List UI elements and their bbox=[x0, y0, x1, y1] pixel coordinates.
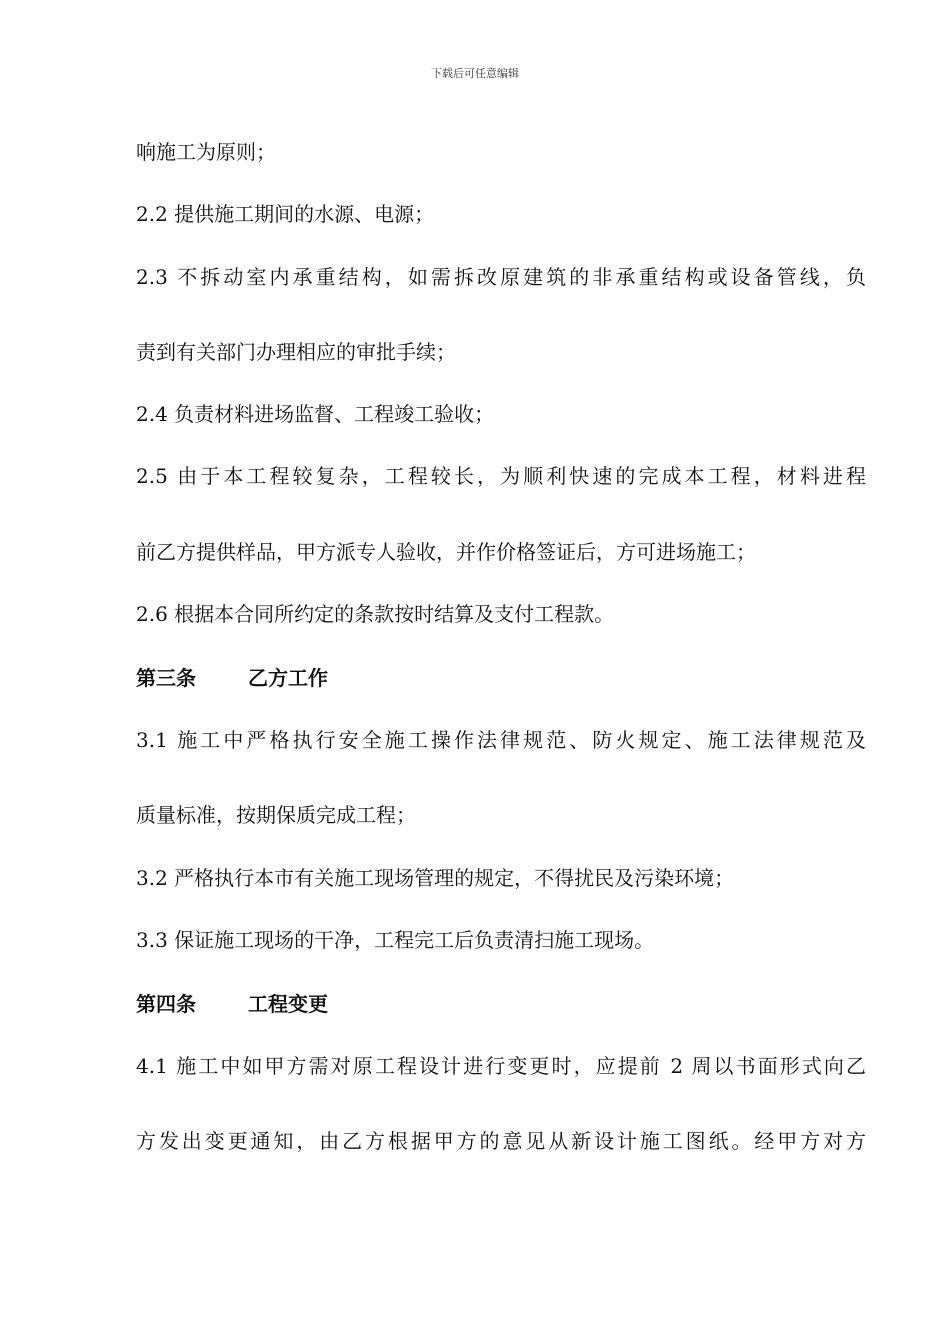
clause-2-6: 2.6 根据本合同所约定的条款按时结算及支付工程款。 bbox=[136, 602, 615, 626]
section-number: 第四条 bbox=[136, 992, 196, 1016]
section-number: 第三条 bbox=[136, 666, 196, 690]
clause-2-5-line-2: 前乙方提供样品，甲方派专人验收，并作价格签证后，方可进场施工； bbox=[136, 540, 756, 564]
clause-2-2: 2.2 提供施工期间的水源、电源； bbox=[136, 202, 435, 226]
paragraph-line: 响施工为原则； bbox=[136, 140, 276, 164]
section-title: 乙方工作 bbox=[248, 666, 328, 690]
section-heading-4 bbox=[136, 991, 328, 1017]
clause-3-1-line-2: 质量标准，按期保质完成工程； bbox=[136, 803, 416, 827]
clause-3-3: 3.3 保证施工现场的干净，工程完工后负责清扫施工现场。 bbox=[136, 928, 655, 952]
clause-4-1-line-2: 方发出变更通知，由乙方根据甲方的意见从新设计施工图纸。经甲方对方 bbox=[136, 1129, 866, 1153]
clause-2-3-line-1: 2.3 不拆动室内承重结构，如需拆改原建筑的非承重结构或设备管线，负 bbox=[136, 265, 866, 289]
section-title: 工程变更 bbox=[248, 992, 328, 1016]
section-heading-3 bbox=[136, 665, 328, 691]
clause-2-3-line-2: 责到有关部门办理相应的审批手续； bbox=[136, 340, 456, 364]
clause-4-1-line-1: 4.1 施工中如甲方需对原工程设计进行变更时，应提前 2 周以书面形式向乙 bbox=[136, 1054, 866, 1078]
clause-3-2: 3.2 严格执行本市有关施工现场管理的规定，不得扰民及污染环境； bbox=[136, 866, 735, 890]
clause-2-5-line-1: 2.5 由于本工程较复杂，工程较长，为顺利快速的完成本工程，材料进程 bbox=[136, 464, 866, 488]
page-header: 下载后可任意编辑 bbox=[431, 67, 519, 80]
clause-2-4: 2.4 负责材料进场监督、工程竣工验收； bbox=[136, 402, 495, 426]
clause-3-1-line-1: 3.1 施工中严格执行安全施工操作法律规范、防火规定、施工法律规范及 bbox=[136, 728, 866, 752]
